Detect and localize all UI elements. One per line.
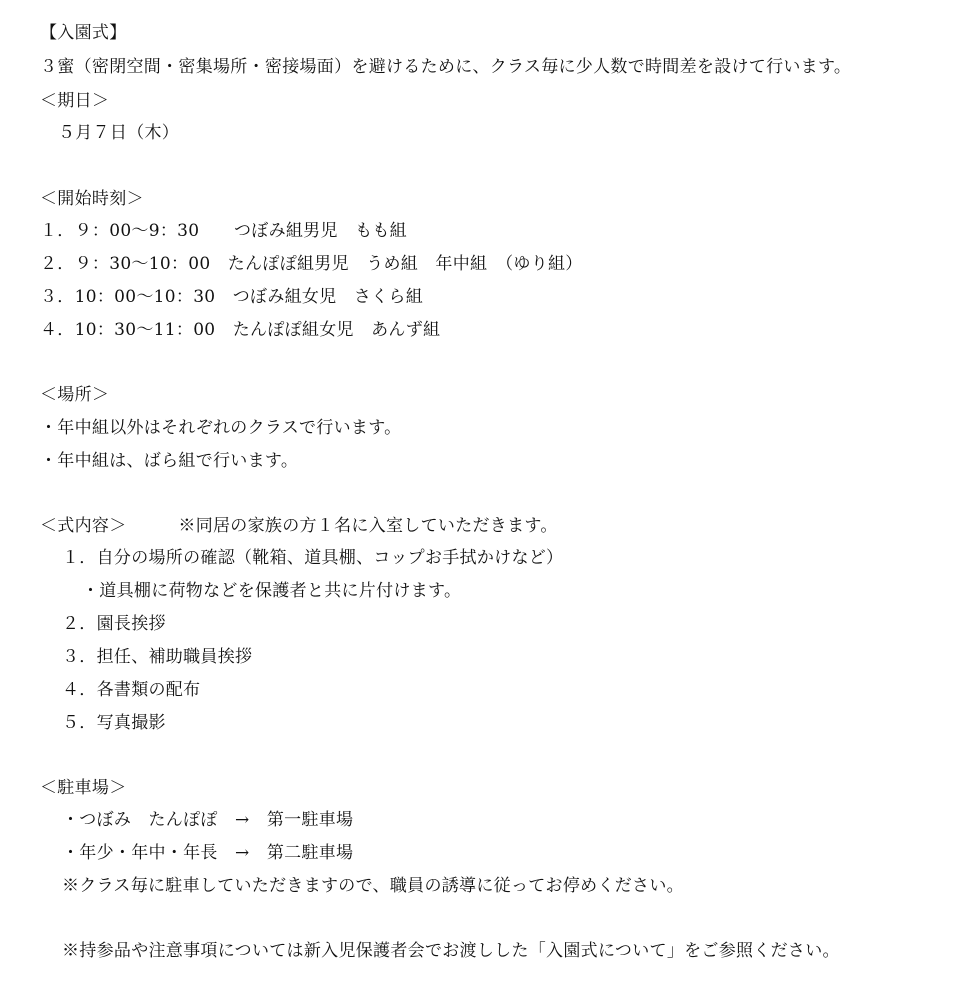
place-heading: ＜場所＞ (40, 385, 110, 405)
place-item-1: ・年中組以外はそれぞれのクラスで行います。 (40, 418, 402, 438)
schedule-item-1: １．９：00～9：30 つぼみ組男児 もも組 (40, 221, 407, 241)
place-item-2: ・年中組は、ばら組で行います。 (40, 451, 299, 471)
ceremony-item-5: ５．写真撮影 (62, 713, 166, 733)
ceremony-item-1: １．自分の場所の確認（靴箱、道具棚、コップお手拭かけなど） (62, 548, 564, 568)
schedule-item-2: ２．９：30～10：00 たんぽぽ組男児 うめ組 年中組 （ゆり組） (40, 254, 583, 274)
schedule-item-4: ４．10：30～11：00 たんぽぽ組女児 あんず組 (40, 320, 441, 340)
ceremony-item-2: ２．園長挨拶 (62, 614, 166, 634)
ceremony-heading: ＜式内容＞ ※同居の家族の方１名に入室していただきます。 (40, 516, 558, 536)
schedule-item-3: ３．10：00～10：30 つぼみ組女児 さくら組 (40, 287, 424, 307)
parking-item-2: ・年少・年中・年長 → 第二駐車場 (62, 843, 354, 863)
parking-item-1: ・つぼみ たんぽぽ → 第一駐車場 (62, 810, 354, 830)
date-value: ５月７日（木） (58, 123, 180, 143)
ceremony-item-4: ４．各書類の配布 (62, 680, 201, 700)
document-title: 【入園式】 (40, 23, 127, 43)
intro-text: ３蜜（密閉空間・密集場所・密接場面）を避けるために、クラス毎に少人数で時間差を設けて行います。 (40, 57, 852, 77)
parking-heading: ＜駐車場＞ (40, 778, 127, 798)
ceremony-item-3: ３．担任、補助職員挨拶 (62, 647, 253, 667)
ceremony-subitem: ・道具棚に荷物などを保護者と共に片付けます。 (82, 581, 462, 601)
parking-note: ※クラス毎に駐車していただきますので、職員の誘導に従ってお停めください。 (62, 876, 684, 896)
schedule-heading: ＜開始時刻＞ (40, 189, 144, 209)
footer-note: ※持参品や注意事項については新入児保護者会でお渡しした「入園式について」をご参照ください。 (62, 941, 840, 961)
date-heading: ＜期日＞ (40, 91, 110, 111)
